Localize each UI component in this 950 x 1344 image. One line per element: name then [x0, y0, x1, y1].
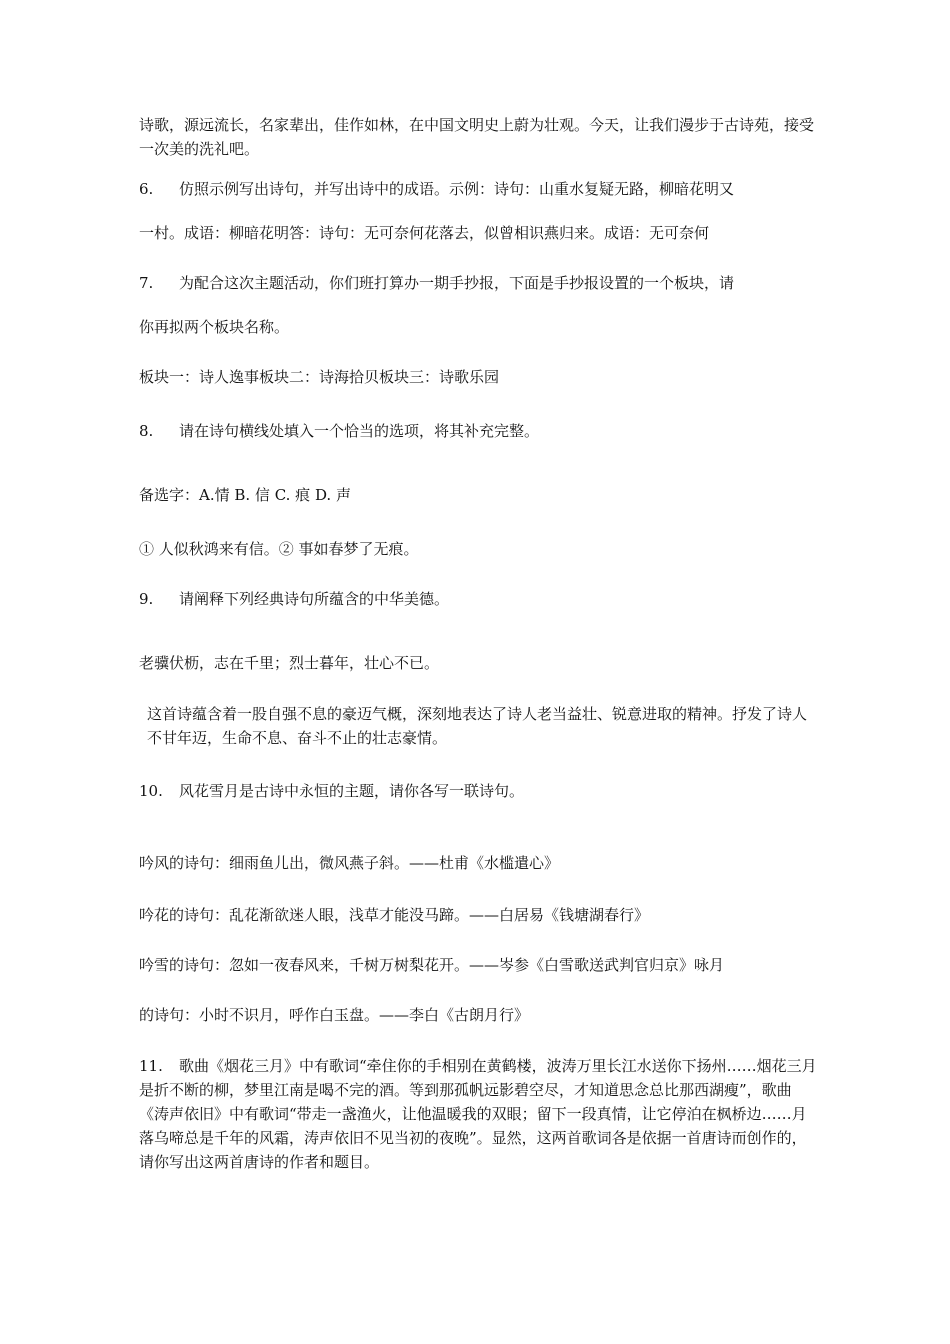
question-11: [139, 1054, 819, 1174]
question-10-wind: 吟风的诗句：细雨鱼儿出，微风燕子斜。——杜甫《水槛遣心》: [139, 854, 560, 872]
question-number: 6.: [139, 180, 154, 198]
question-10-moon: 的诗句：小时不识月，呼作白玉盘。——李白《古朗月行》: [139, 1006, 530, 1024]
question-text: 仿照示例写出诗句，并写出诗中的成语。示例：诗句：山重水复疑无路，柳暗花明又: [179, 180, 735, 198]
question-7-answer: 板块一：诗人逸事板块二：诗海拾贝板块三：诗歌乐园: [139, 368, 500, 386]
question-number: 11.: [139, 1057, 163, 1075]
question-7-continued: 你再拟两个板块名称。: [139, 318, 290, 336]
question-8: [139, 420, 818, 441]
question-text: 请在诗句横线处填入一个恰当的选项，将其补充完整。: [179, 422, 540, 440]
question-number: 7.: [139, 274, 154, 292]
question-9: [139, 588, 818, 609]
question-10-snow: 吟雪的诗句：忽如一夜春风来，千树万树梨花开。——岑参《白雪歌送武判官归京》咏月: [139, 956, 725, 974]
question-number: 8.: [139, 422, 154, 440]
intro-paragraph: 诗歌，源远流长，名家辈出，佳作如林，在中国文明史上蔚为壮观。今天，让我们漫步于古诗苑，接受一次美的洗礼吧。: [139, 116, 815, 158]
question-6-answer: 一村。成语：柳暗花明答：诗句：无可奈何花落去，似曾相识燕归来。成语：无可奈何: [139, 224, 710, 242]
question-number: 10.: [139, 782, 163, 800]
question-10: [139, 780, 818, 801]
question-number: 9.: [139, 590, 154, 608]
question-8-options: 备选字：A.情 B. 信 C. 痕 D. 声: [139, 486, 351, 504]
question-text: 为配合这次主题活动，你们班打算办一期手抄报，下面是手抄报设置的一个板块，请: [179, 274, 735, 292]
question-6: [139, 178, 818, 199]
question-9-poem: 老骥伏枥，志在千里；烈士暮年，壮心不已。: [139, 654, 440, 672]
question-9-answer: 这首诗蕴含着一股自强不息的豪迈气概，深刻地表达了诗人老当益壮、锐意进取的精神。抒发了诗人不甘年迈，生命不息、奋斗不止的壮志豪情。: [147, 705, 808, 747]
question-10-flower: 吟花的诗句：乱花渐欲迷人眼，浅草才能没马蹄。——白居易《钱塘湖春行》: [139, 906, 650, 924]
question-text: 请阐释下列经典诗句所蕴含的中华美德。: [179, 590, 450, 608]
question-8-answer: ① 人似秋鸿来有信。② 事如春梦了无痕。: [139, 540, 419, 558]
question-7: [139, 272, 818, 293]
question-text: 风花雪月是古诗中永恒的主题，请你各写一联诗句。: [179, 782, 525, 800]
question-text: 歌曲《烟花三月》中有歌词“牵住你的手相别在黄鹤楼，波涛万里长江水送你下扬州……烟花三月是折不断的柳，梦里江南是喝不完的酒。等到那孤帆远影碧空尽，才知道思念总比那西湖瘦”，歌曲《涛声依旧》中有歌词“带走一盏渔火，让他温暖我的双眼；留下一段真情，让它停泊在枫桥边……月落乌啼总是千年的风霜，涛声依旧不见当初的夜晚”。显然，这两首歌词各是依据一首唐诗而创作的，请你写出这两首唐诗的作者和题目。: [139, 1057, 817, 1171]
